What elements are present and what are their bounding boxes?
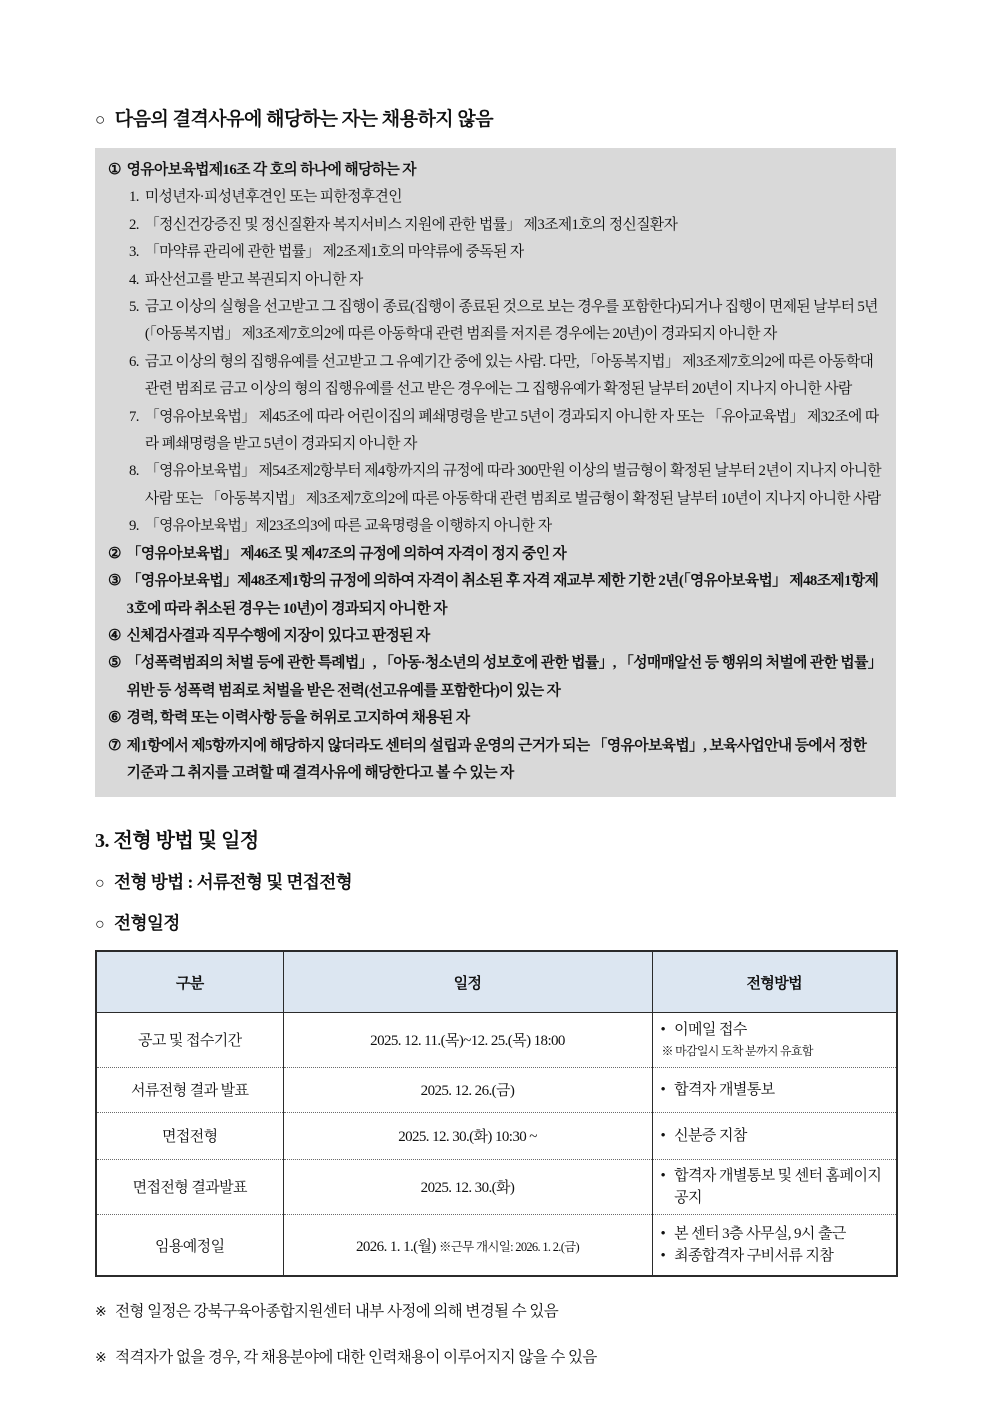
work-start-note: ※근무 개시일: 2026. 1. 2.(금) <box>438 1239 580 1254</box>
box-subitem-9: 9. 「영유아보육법」제23조의3에 따른 교육명령을 이행하지 아니한 자 <box>129 518 552 535</box>
bullet-icon: • <box>660 1248 666 1265</box>
circled-number-icon: ② <box>108 545 121 562</box>
box-item-7: ⑦ 제1항에서 제5항까지에 해당하지 않더라도 센터의 설립과 운영의 근거가 되는 「영유아보육법」, 보육사업안내 등에서 정한 기준과 그 취지를 고려할 때 결격사유에 해당한다고 볼 수 있는 자 <box>108 733 882 788</box>
circle-bullet-icon: ○ <box>95 916 105 934</box>
bullet-icon: • <box>660 1021 666 1038</box>
table-row-interview <box>96 1112 897 1159</box>
circled-number-icon: ⑦ <box>108 737 121 754</box>
box-item-1: ① 영유아보육법제16조 각 호의 하나에 해당하는 자 <box>108 157 882 184</box>
circled-number-icon: ① <box>108 162 121 178</box>
cell-category: 공고 및 접수기간 <box>96 1012 283 1067</box>
cell-schedule: 2026. 1. 1.(월) ※근무 개시일: 2026. 1. 2.(금) <box>283 1214 652 1276</box>
reference-mark-icon: ※ <box>95 1351 107 1367</box>
table-header-row <box>96 951 897 1012</box>
section-title: 3. 전형 방법 및 일정 <box>95 830 259 853</box>
table-row-interview-result <box>96 1159 897 1214</box>
box-subitem-8: 8. 「영유아보육법」 제54조제2항부터 제4항까지의 규정에 따라 300만원 이상의 벌금형이 확정된 날부터 2년이 지나지 아니한 사람 또는 「아동복지법」 제3조제7호의2에 따른 아동학대 관련 범죄로 벌금형이 확정된 날부터 10년이 지나지 아니한 사람 <box>129 463 882 507</box>
box-item-4: ④ 신체검사결과 직무수행에 지장이 있다고 판정된 자 <box>108 623 882 650</box>
cell-note: ※ 마감일시 도착 분까지 유효함 <box>661 1043 813 1058</box>
circled-number-icon: ④ <box>108 627 121 644</box>
box-subitem-3: 3. 「마약류 관리에 관한 법률」 제2조제1호의 마약류에 중독된 자 <box>129 244 524 261</box>
footnote-schedule-change: ※ 전형 일정은 강북구육아종합지원센터 내부 사정에 의해 변경될 수 있음 <box>95 1303 559 1321</box>
disqualification-box <box>95 148 896 797</box>
box-item-2: ② 「영유아보육법」 제46조 및 제47조의 규정에 의하여 자격이 정지 중인 자 <box>108 541 882 568</box>
reference-mark-icon: ※ <box>95 1305 107 1321</box>
circle-bullet-icon: ○ <box>95 110 105 129</box>
box-item-5: ⑤ 「성폭력범죄의 처벌 등에 관한 특례법」, 「아동·청소년의 성보호에 관한 법률」, 「성매매알선 등 행위의 처벌에 관한 법률」 위반 등 성폭력 범죄로 처벌을 받은 전력(선고유예를 포함한다)이 있는 자 <box>108 650 882 705</box>
bullet-icon: • <box>660 1127 666 1144</box>
circled-number-icon: ③ <box>108 573 121 590</box>
cell-category: 서류전형 결과 발표 <box>96 1067 283 1112</box>
method-bullet: • 본 센터 3층 사무실, 9시 출근 <box>661 1223 891 1245</box>
cell-category: 면접전형 <box>96 1112 283 1159</box>
method-bullet: • 합격자 개별통보 <box>661 1079 891 1101</box>
cell-method <box>652 1112 897 1159</box>
bullet-icon: • <box>660 1081 666 1098</box>
cell-category: 면접전형 결과발표 <box>96 1159 283 1214</box>
box-subitem-2: 2. 「정신건강증진 및 정신질환자 복지서비스 지원에 관한 법률」 제3조제1호의 정신질환자 <box>129 216 678 233</box>
box-subitem-4: 4. 파산선고를 받고 복권되지 아니한 자 <box>129 271 363 288</box>
col-header-schedule: 일정 <box>283 951 652 1012</box>
circle-bullet-icon: ○ <box>95 875 105 893</box>
footnote-no-qualified: ※ 적격자가 없을 경우, 각 채용분야에 대한 인력채용이 이루어지지 않을 수 있음 <box>95 1349 597 1367</box>
box-subitem-7: 7. 「영유아보육법」 제45조에 따라 어린이집의 폐쇄명령을 받고 5년이 경과되지 아니한 자 또는 「유아교육법」 제32조에 따라 폐쇄명령을 받고 5년이 경과되지 아니한 자 <box>129 408 879 453</box>
cell-method <box>652 1012 897 1067</box>
bullet-icon: • <box>660 1167 666 1184</box>
cell-category: 임용예정일 <box>96 1214 283 1276</box>
selection-method-line: ○ 전형 방법 : 서류전형 및 면접전형 <box>95 872 353 893</box>
box-subitem-1: 1. 미성년자·피성년후견인 또는 피한정후견인 <box>129 189 402 206</box>
method-bullet: • 이메일 접수 <box>661 1019 891 1041</box>
bullet-icon: • <box>660 1226 666 1243</box>
method-bullet: • 신분증 지참 <box>661 1125 891 1147</box>
table-row-appointment-date <box>96 1214 897 1276</box>
cell-method <box>652 1214 897 1276</box>
col-header-method: 전형방법 <box>652 951 897 1012</box>
cell-schedule: 2025. 12. 26.(금) <box>283 1067 652 1112</box>
schedule-table <box>95 950 898 1277</box>
circled-number-icon: ⑥ <box>108 710 121 727</box>
box-subitem-5: 5. 금고 이상의 실형을 선고받고 그 집행이 종료(집행이 종료된 것으로 보는 경우를 포함한다)되거나 집행이 면제된 날부터 5년(「아동복지법」 제3조제7호의2에 따른 아동학대 관련 범죄를 저지른 경우에는 20년)이 경과되지 아니한 자 <box>129 299 878 343</box>
cell-method <box>652 1067 897 1112</box>
box-item-3: ③ 「영유아보육법」제48조제1항의 규정에 의하여 자격이 취소된 후 자격 재교부 제한 기한 2년(「영유아보육법」 제48조제1항제3호에 따라 취소된 경우는 10년)이 경과되지 아니한 자 <box>108 568 882 623</box>
table-row-application-period <box>96 1012 897 1067</box>
box-subitem-6: 6. 금고 이상의 형의 집행유예를 선고받고 그 유예기간 중에 있는 사람. 다만, 「아동복지법」 제3조제7호의2에 따른 아동학대 관련 범죄로 금고 이상의 형의 집행유예를 선고 받은 경우에는 그 집행유예가 확정된 날부터 20년이 지나지 아니한 사람 <box>129 353 874 398</box>
schedule-heading-line: ○ 전형일정 <box>95 913 180 934</box>
method-bullet: • 합격자 개별통보 및 센터 홈페이지 공지 <box>661 1165 891 1209</box>
cell-method <box>652 1159 897 1214</box>
method-bullet: • 최종합격자 구비서류 지참 <box>661 1245 891 1267</box>
cell-schedule: 2025. 12. 11.(목)~12. 25.(목) 18:00 <box>283 1012 652 1067</box>
col-header-category: 구분 <box>96 951 283 1012</box>
cell-schedule: 2025. 12. 30.(화) <box>283 1159 652 1214</box>
table-row-document-result <box>96 1067 897 1112</box>
circled-number-icon: ⑤ <box>108 655 121 672</box>
doc-heading <box>95 104 896 131</box>
box-item-6: ⑥ 경력, 학력 또는 이력사항 등을 허위로 고지하여 채용된 자 <box>108 705 882 732</box>
cell-schedule: 2025. 12. 30.(화) 10:30 ~ <box>283 1112 652 1159</box>
doc-heading-text: 다음의 결격사유에 해당하는 자는 채용하지 않음 <box>114 109 494 130</box>
